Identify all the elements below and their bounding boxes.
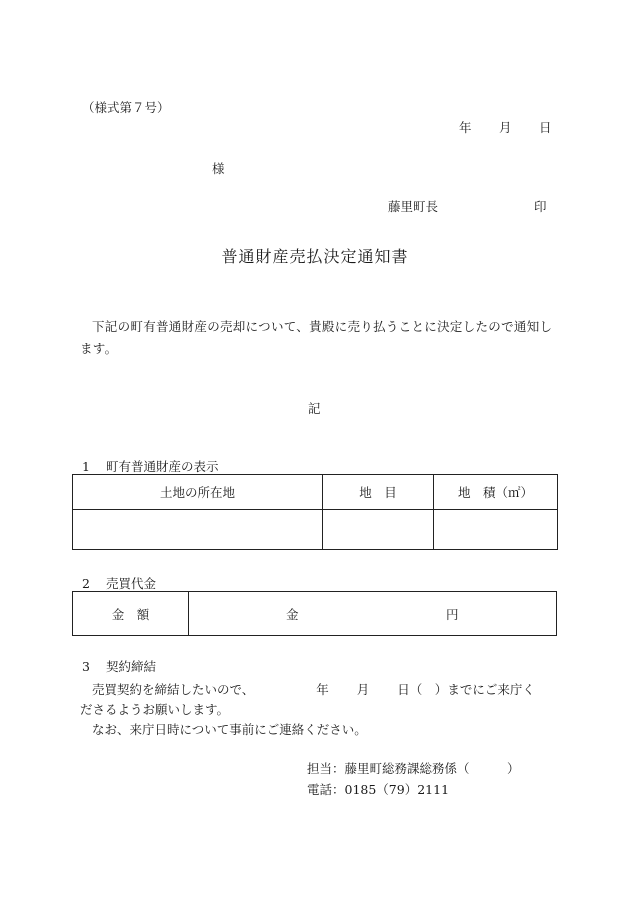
contract-suffix: までにご来庁く — [447, 682, 535, 697]
land-area-header: 地 積（㎡） — [434, 475, 558, 510]
contract-prefix: 売買契約を締結したいので、 — [92, 682, 255, 697]
contract-line-3: なお、来庁日時について事前にご連絡ください。 — [92, 722, 367, 737]
amount-label: 金 額 — [73, 592, 189, 636]
contract-day: 日（ ） — [397, 682, 448, 697]
section3-title: 契約締結 — [106, 659, 157, 674]
seal-mark: 印 — [534, 199, 547, 214]
contract-month: 月 — [356, 682, 370, 697]
land-table-row — [73, 510, 558, 550]
land-location-header: 土地の所在地 — [73, 475, 323, 510]
land-table — [72, 474, 558, 550]
section3-number: 3 — [82, 659, 90, 674]
land-location-cell — [73, 510, 323, 550]
form-number: （様式第７号） — [82, 100, 170, 115]
land-area-cell — [434, 510, 558, 550]
section2-heading — [82, 574, 156, 592]
yen-label: 円 — [446, 606, 459, 622]
land-category-header: 地 目 — [323, 475, 434, 510]
date-day: 日 — [539, 120, 552, 135]
ki-heading: 記 — [308, 401, 321, 416]
date-month: 月 — [499, 120, 512, 135]
contract-line-1 — [92, 680, 535, 698]
body-paragraph: 下記の町有普通財産の売却について、貴殿に売り払うことに決定したので通知します。 — [80, 319, 553, 356]
issuer-name: 藤里町長 — [388, 199, 439, 214]
section1-heading — [82, 457, 219, 475]
amount-value-cell — [189, 592, 557, 636]
contact-person: 担当：藤里町総務課総務係（ ） — [307, 761, 520, 776]
section1-title: 町有普通財産の表示 — [106, 459, 219, 474]
section2-number: 2 — [82, 576, 90, 591]
document-title: 普通財産売払決定通知書 — [221, 247, 409, 266]
date-line — [459, 118, 552, 136]
price-table — [72, 591, 557, 636]
contact-phone: 電話：0185（79）2111 — [307, 782, 450, 797]
contract-year: 年 — [316, 682, 329, 697]
section3-heading — [82, 657, 156, 675]
price-row — [73, 592, 557, 636]
contract-line-2: ださるようお願いします。 — [80, 702, 230, 717]
section1-number: 1 — [82, 459, 90, 474]
addressee-suffix: 様 — [212, 161, 225, 176]
land-table-header — [73, 475, 558, 510]
date-year: 年 — [459, 120, 472, 135]
kin-label: 金 — [286, 606, 299, 622]
section2-title: 売買代金 — [106, 576, 157, 591]
land-category-cell — [323, 510, 434, 550]
